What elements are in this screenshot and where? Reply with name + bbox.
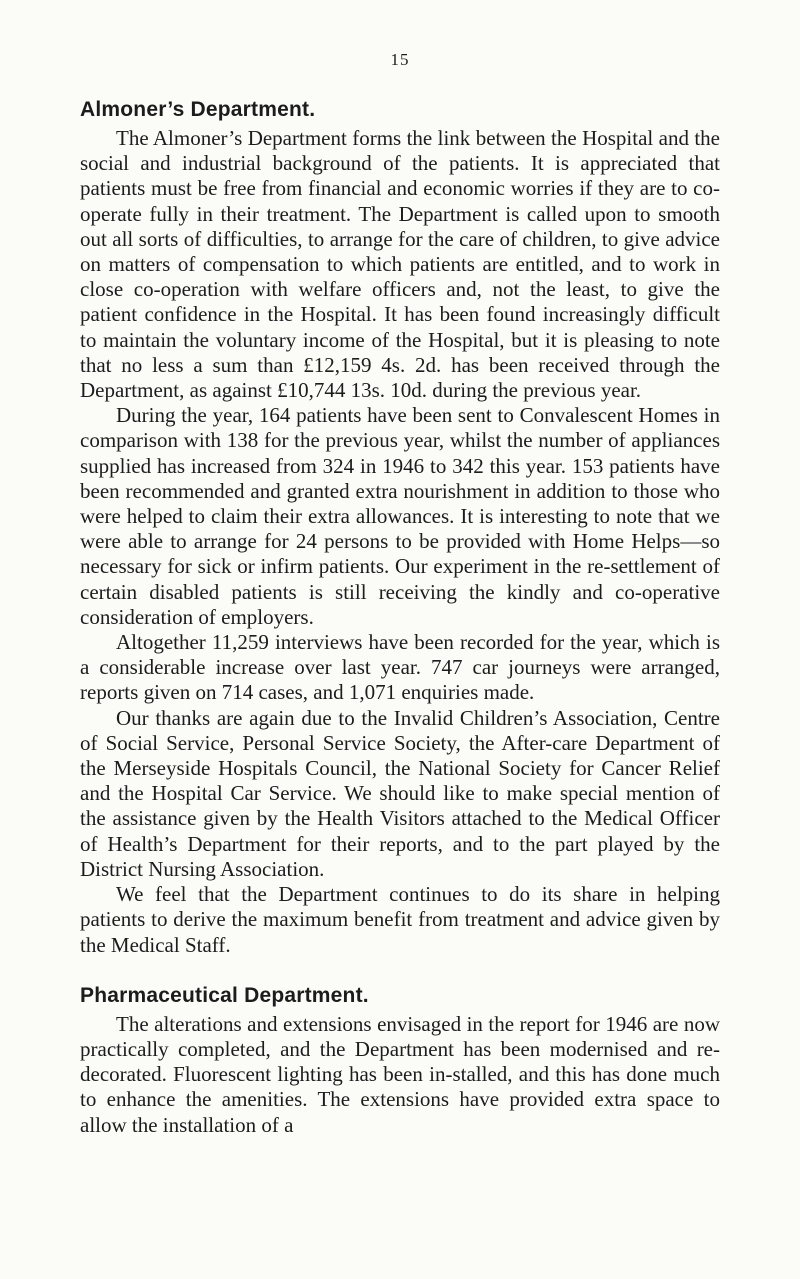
section-pharmaceutical-department: [80, 984, 720, 1138]
document-page: [80, 50, 720, 1138]
paragraph: During the year, 164 patients have been sent to Convalescent Homes in comparison with 138 for the previous year, whilst the number of appliances supplied has increased from 324 in 1946 to 342 this year. 153 patients have been recommended and granted extra nourishment in addition to those who were helped to claim their extra allowances. It is interesting to note that we were able to arrange for 24 persons to be provided with Home Helps—so necessary for sick or infirm patients. Our experiment in the re-settlement of certain disabled patients is still receiving the kindly and co-operative consideration of employers.: [80, 403, 720, 629]
section-almoners-department: [80, 98, 720, 958]
paragraph: Altogether 11,259 interviews have been recorded for the year, which is a considerable increase over last year. 747 car journeys were arranged, reports given on 714 cases, and 1,071 enquiries made.: [80, 630, 720, 705]
paragraph: The Almoner’s Department forms the link between the Hospital and the social and industrial background of the patients. It is appreciated that patients must be free from financial and economic worries if they are to co-operate fully in their treatment. The Department is called upon to smooth out all sorts of difficulties, to arrange for the care of children, to give advice on matters of compensation to which patients are entitled, and to work in close co-operation with welfare officers and, not the least, to give the patient confidence in the Hospital. It has been found increasingly difficult to maintain the voluntary income of the Hospital, but it is pleasing to note that no less a sum than £12,159 4s. 2d. has been received through the Department, as against £10,744 13s. 10d. during the previous year.: [80, 126, 720, 403]
page-number: 15: [390, 50, 410, 69]
paragraph: The alterations and extensions envisaged in the report for 1946 are now practically completed, and the Department has been modernised and re-decorated. Fluorescent lighting has been in-stalled, and this has done much to enhance the amenities. The extensions have provided extra space to allow the installation of a: [80, 1011, 720, 1137]
section-heading: Pharmaceutical Department.: [80, 983, 369, 1007]
section-spacer: [80, 958, 720, 984]
paragraph: Our thanks are again due to the Invalid Children’s Association, Centre of Social Service, Personal Service Society, the After-care Department of the Merseyside Hospitals Council, the National Society for Cancer Relief and the Hospital Car Service. We should like to make special mention of the assistance given by the Health Visitors attached to the Medical Officer of Health’s Department for their reports, and to the part played by the District Nursing Association.: [80, 705, 720, 881]
paragraph: We feel that the Department continues to do its share in helping patients to derive the maximum benefit from treatment and advice given by the Medical Staff.: [80, 882, 720, 957]
section-heading: Almoner’s Department.: [80, 98, 316, 121]
